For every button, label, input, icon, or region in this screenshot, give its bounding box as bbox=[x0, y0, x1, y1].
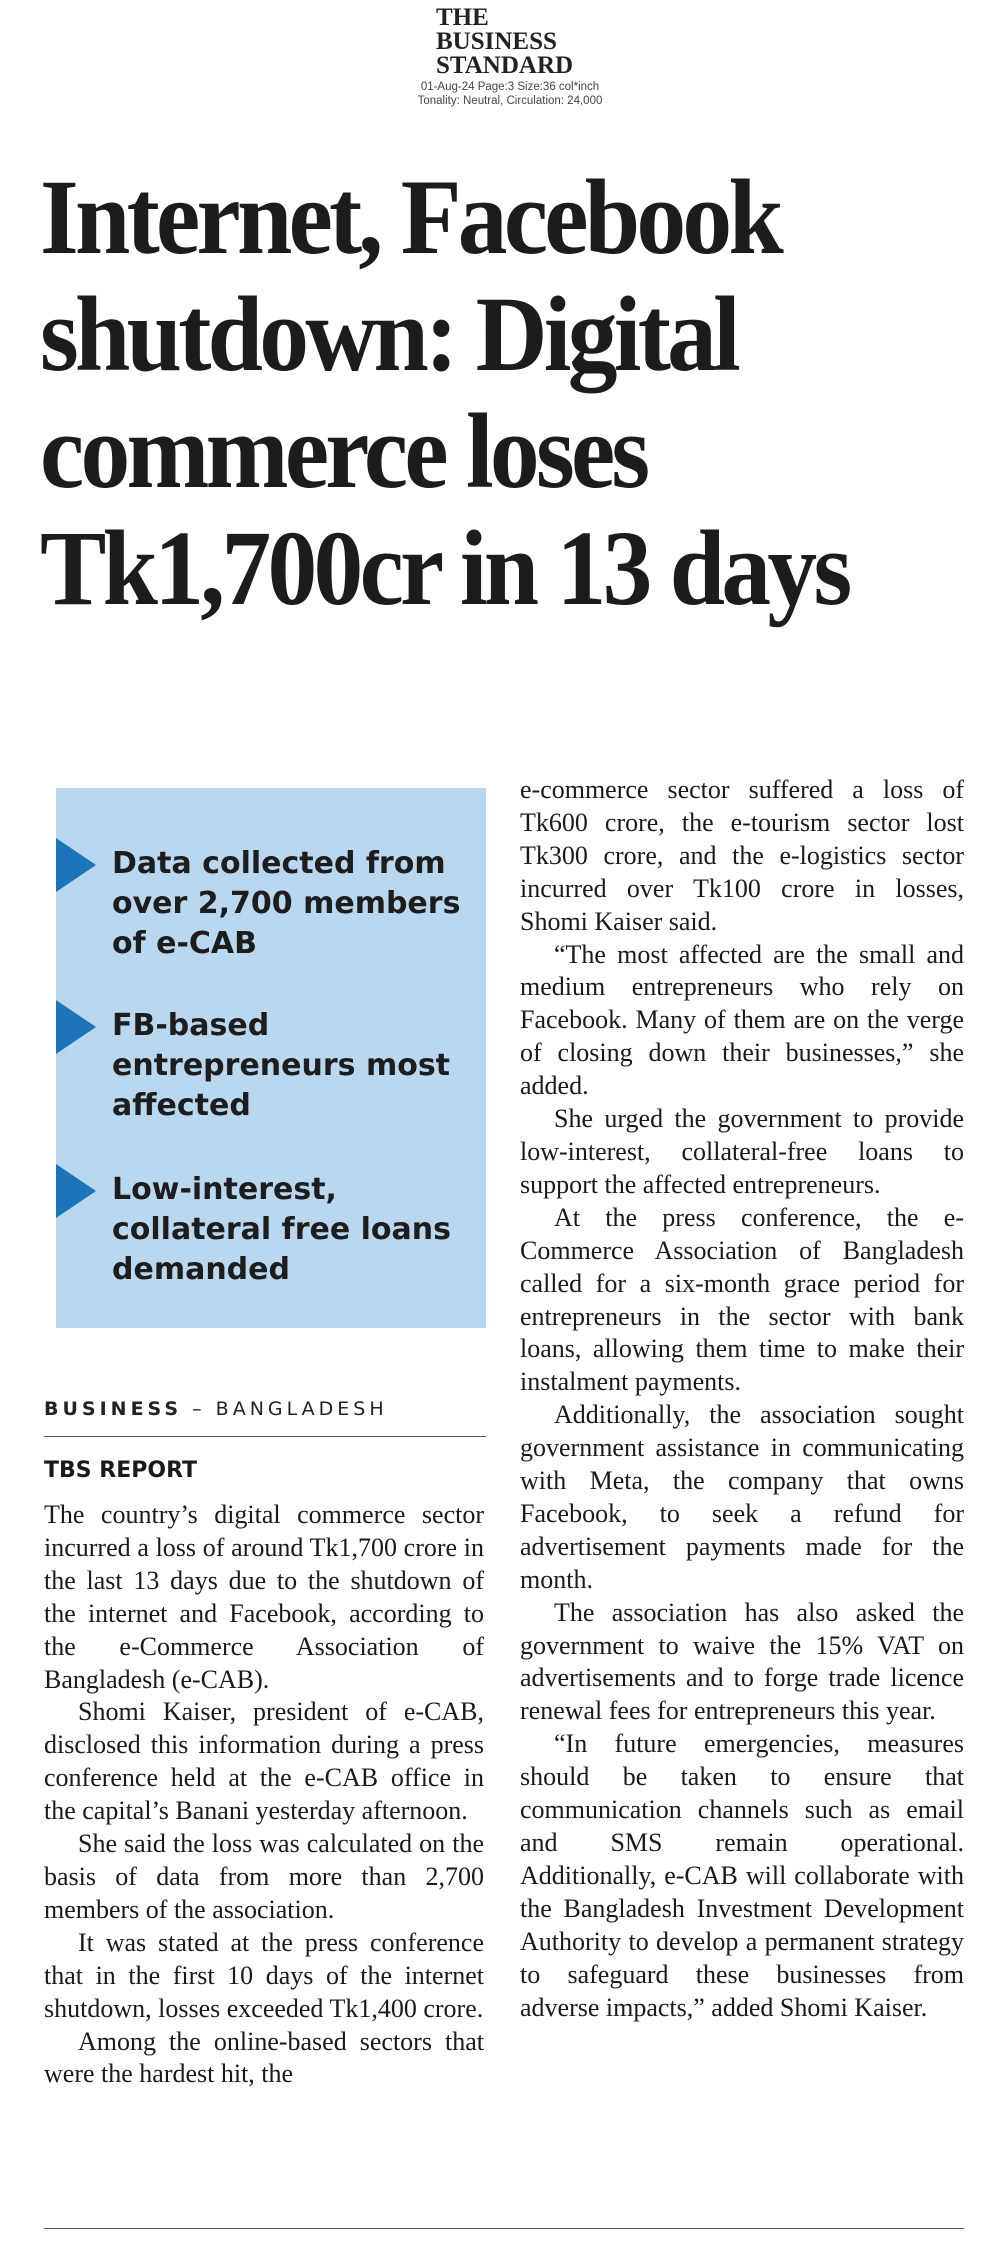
body-paragraph: It was stated at the press conference that in the first 10 days of the internet shutdown, losses exceeded Tk1,400 crore. bbox=[44, 1927, 484, 2023]
headline-line: shutdown: Digital bbox=[40, 276, 738, 394]
body-paragraph: At the press conference, the e-Commerce Association of Bangladesh called for a six-month grace period for entrepreneurs in the sector with bank loans, allowing them time to make their instalment payments. bbox=[520, 1202, 964, 1397]
highlight-text: Data collected from over 2,700 members of e-CAB bbox=[112, 846, 461, 961]
clip-metadata bbox=[400, 80, 620, 108]
body-paragraph: The country’s digital commerce sector incurred a loss of around Tk1,700 crore in the last 13 days due to the shutdown of the internet and Facebook, according to the e-Commerce Association of Bangladesh (e-CAB). bbox=[44, 1500, 484, 1694]
body-column-left bbox=[44, 1499, 484, 2091]
section-divider bbox=[44, 1436, 486, 1437]
section-sub: BANGLADESH bbox=[215, 1398, 388, 1420]
body-paragraph: “The most affected are the small and medium entrepreneurs who rely on Facebook. Many of them are on the verge of closing down their businesses,” she added. bbox=[520, 939, 964, 1101]
headline-line: commerce loses bbox=[40, 393, 647, 511]
body-paragraph: Among the online-based sectors that were the hardest hit, the bbox=[44, 2026, 484, 2089]
highlight-item bbox=[112, 844, 492, 964]
body-column-right bbox=[520, 774, 964, 2024]
highlights-box bbox=[56, 788, 486, 1328]
highlight-item bbox=[112, 1006, 492, 1126]
body-paragraph: “In future emergencies, measures should be taken to ensure that communication channels such as email and SMS remain operational. Additionally, e-CAB will collaborate with the Bangladesh Investment Development Authority to develop a permanent strategy to safeguard these businesses from adverse impacts,” added Shomi Kaiser. bbox=[520, 1729, 964, 2022]
bottom-rule bbox=[44, 2228, 964, 2229]
body-paragraph: She said the loss was calculated on the basis of data from more than 2,700 members of the association. bbox=[44, 1829, 484, 1924]
section-label bbox=[44, 1398, 388, 1420]
masthead-line: STANDARD bbox=[436, 52, 574, 79]
body-paragraph: Additionally, the association sought government assistance in communicating with Meta, the company that owns Facebook, to seek a refund for advertisement payments made for the month. bbox=[520, 1400, 964, 1594]
body-paragraph: e-commerce sector suffered a loss of Tk600 crore, the e-tourism sector lost Tk300 crore, and the e-logistics sector incurred over Tk100 crore in losses, Shomi Kaiser said. bbox=[520, 775, 964, 936]
headline-line: Internet, Facebook bbox=[40, 159, 781, 277]
triangle-arrow-icon bbox=[56, 1164, 96, 1218]
body-paragraph: The association has also asked the government to waive the 15% VAT on advertisements and to forge trade licence renewal fees for entrepreneurs this year. bbox=[520, 1597, 964, 1726]
headline-line: Tk1,700cr in 13 days bbox=[40, 510, 849, 628]
masthead-line: BUSINESS bbox=[436, 28, 557, 55]
triangle-arrow-icon bbox=[56, 1000, 96, 1054]
masthead-line: THE bbox=[436, 4, 489, 31]
clip-stats: Tonality: Neutral, Circulation: 24,000 bbox=[417, 95, 603, 107]
highlight-text: Low-interest, collateral free loans demanded bbox=[112, 1172, 451, 1287]
highlight-text: FB-based entrepreneurs most affected bbox=[112, 1008, 451, 1123]
body-paragraph: She urged the government to provide low-interest, collateral-free loans to support the affected entrepreneurs. bbox=[520, 1104, 964, 1199]
section-main: BUSINESS bbox=[44, 1398, 183, 1420]
masthead-logo bbox=[436, 6, 573, 78]
clip-info: 01-Aug-24 Page:3 Size:36 col*inch bbox=[420, 81, 600, 93]
triangle-arrow-icon bbox=[56, 838, 96, 892]
section-separator: – bbox=[182, 1398, 216, 1420]
body-paragraph: Shomi Kaiser, president of e-CAB, disclosed this information during a press conference held at the e-CAB office in the capital’s Banani yesterday afternoon. bbox=[44, 1697, 484, 1826]
byline: TBS REPORT bbox=[44, 1458, 198, 1483]
headline bbox=[40, 160, 914, 628]
highlight-item bbox=[112, 1170, 492, 1290]
